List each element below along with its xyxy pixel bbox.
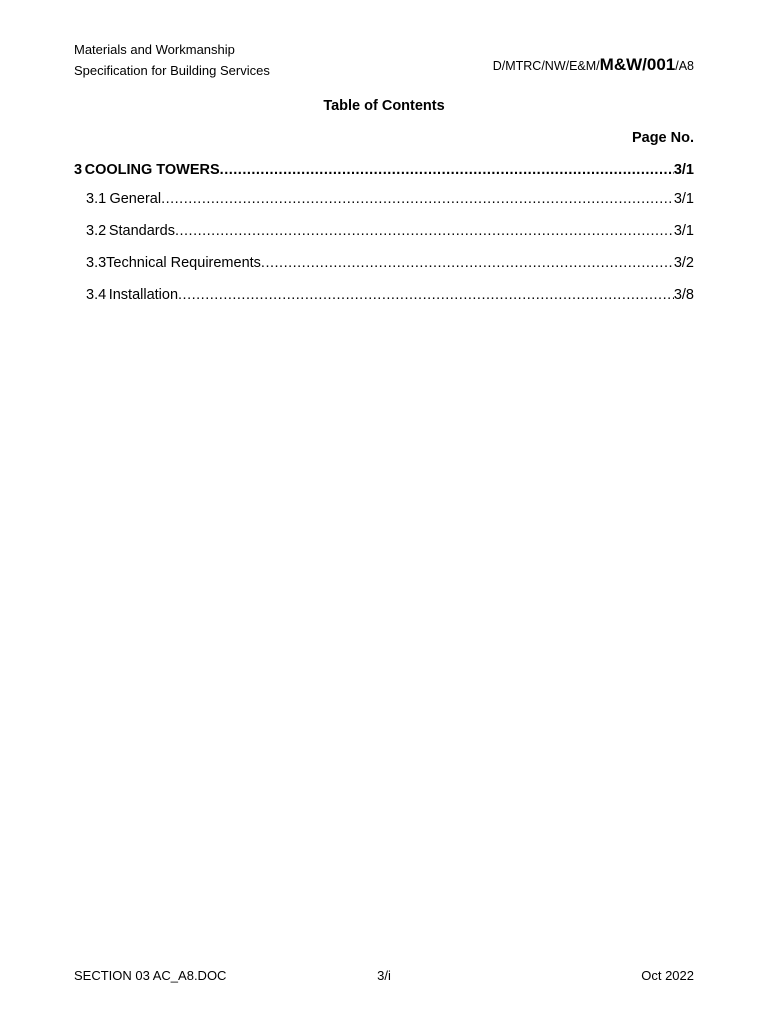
header-left (74, 39, 270, 81)
toc-section-number: 3 (74, 162, 83, 178)
page-no-heading: Page No. (631, 130, 694, 146)
toc-section-page: 3/1 (673, 162, 694, 178)
toc-entry-page: 3/1 (673, 191, 694, 207)
toc-leader-dots (178, 287, 674, 303)
toc-section-title: COOLING TOWERS (84, 162, 220, 178)
toc-leader-dots (220, 162, 674, 178)
footer-filename: SECTION 03 AC_A8.DOC (74, 968, 227, 983)
footer-date: Oct 2022 (641, 968, 694, 983)
toc-entry-title: General (109, 191, 162, 207)
toc-entry-number: 3.2 (86, 223, 107, 239)
toc-section-entry[interactable] (74, 162, 694, 182)
header-line1: Materials and Workmanship (74, 42, 235, 57)
toc-entry-standards[interactable] (74, 223, 694, 243)
toc-entry-title: Standards (108, 223, 175, 239)
toc-leader-dots (261, 255, 674, 271)
toc-entry-page: 3/1 (673, 223, 694, 239)
toc-entry-installation[interactable] (74, 287, 694, 307)
doc-prefix: D/MTRC/NW/E&M/ (492, 59, 600, 73)
toc-entry-technical-requirements[interactable] (74, 255, 694, 275)
doc-code: M&W/001 (599, 55, 676, 74)
toc-entry-page: 3/8 (673, 287, 694, 303)
toc-leader-dots (175, 223, 674, 239)
toc-entry-title: Technical Requirements (106, 255, 261, 271)
toc-entry-number: 3.3 (86, 255, 107, 271)
toc-entry-number: 3.1 (86, 191, 107, 207)
doc-suffix: /A8 (675, 59, 694, 73)
toc-title: Table of Contents (323, 98, 445, 114)
header-line2: Specification for Building Services (74, 63, 270, 78)
toc-entry-general[interactable] (74, 191, 694, 211)
toc-entry-title: Installation (108, 287, 179, 303)
toc-leader-dots (161, 191, 674, 207)
footer-page-number: 3/i (377, 968, 391, 983)
toc-entry-page: 3/2 (673, 255, 694, 271)
document-reference (493, 55, 694, 75)
toc-entry-number: 3.4 (86, 287, 107, 303)
